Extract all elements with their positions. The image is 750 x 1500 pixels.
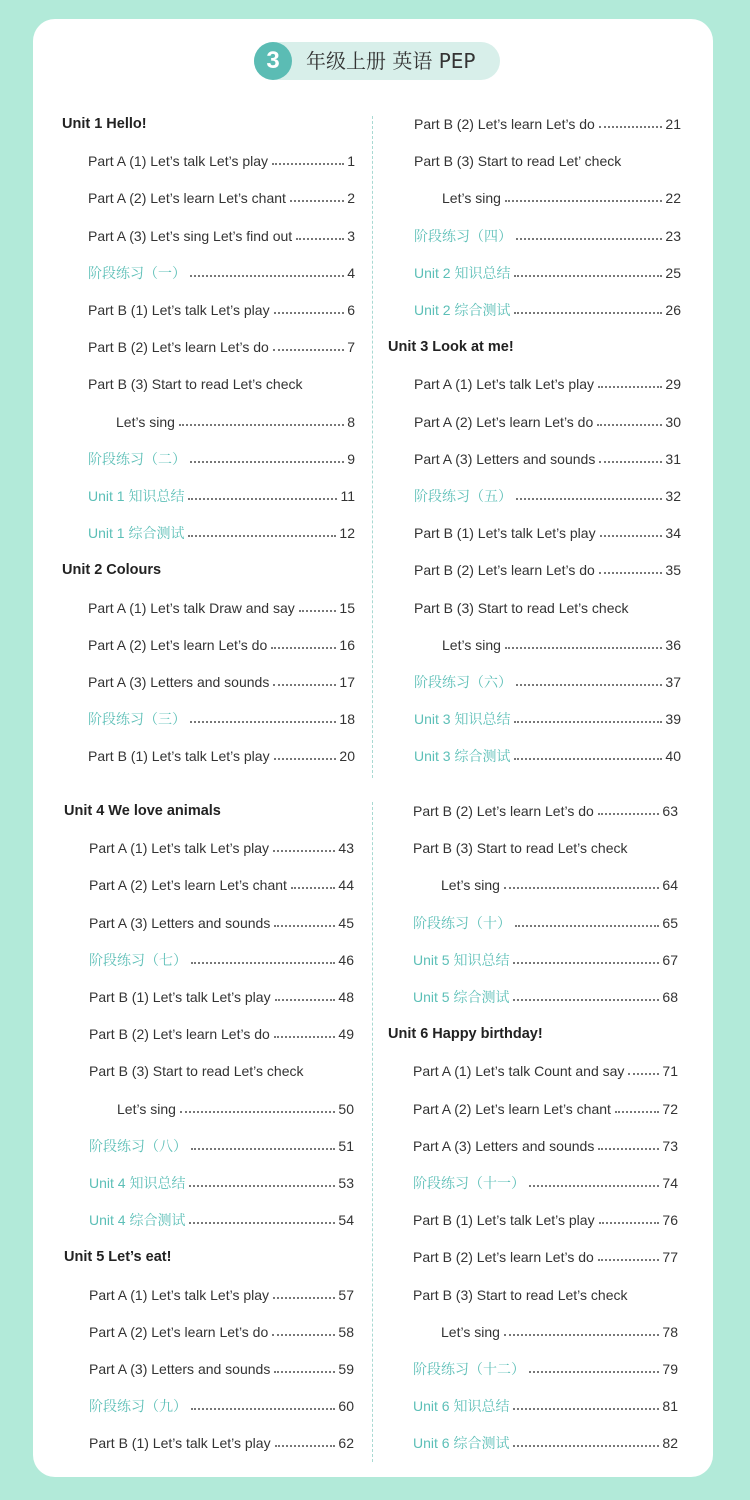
- page-number: 49: [338, 1026, 354, 1043]
- toc-entry: [117, 1099, 354, 1119]
- entry-title: Part A (3) Letters and sounds: [88, 674, 270, 690]
- toc-entry: [414, 151, 621, 171]
- toc-entry: [414, 598, 629, 618]
- entry-title: Part B (3) Start to read Let’s check: [414, 599, 629, 616]
- page-number: 2: [347, 190, 355, 207]
- page-number: 22: [665, 190, 681, 207]
- toc-entry: [414, 374, 681, 394]
- grade-badge: 3: [254, 42, 292, 80]
- entry-title: Part B (3) Start to read Let’s check: [89, 1063, 304, 1080]
- dot-leader: [599, 461, 662, 463]
- toc-entry: [88, 374, 303, 394]
- toc-entry: [414, 523, 681, 543]
- dot-leader: [189, 1185, 335, 1187]
- toc-entry: [88, 337, 355, 357]
- entry-title: Part A (1) Let’s talk Let’s play: [414, 376, 595, 393]
- entry-title: Part A (3) Letters and sounds: [414, 450, 596, 467]
- dot-leader: [296, 238, 344, 240]
- dot-leader: [274, 312, 345, 314]
- toc-entry: [88, 449, 355, 469]
- page-number: 72: [662, 1100, 678, 1117]
- dot-leader: [191, 962, 335, 964]
- dot-leader: [273, 349, 344, 351]
- toc-entry: [413, 838, 628, 858]
- entry-title: Part B (3) Start to read Let’ check: [414, 153, 622, 170]
- dot-leader: [273, 1297, 335, 1299]
- entry-title: Part B (1) Let’s talk Let’s play: [89, 1435, 271, 1452]
- page-number: 37: [665, 674, 681, 690]
- dot-leader: [188, 535, 336, 537]
- page-number: 17: [339, 674, 355, 690]
- page-number: 29: [665, 376, 681, 393]
- toc-entry: [89, 1173, 354, 1193]
- dot-leader: [514, 275, 662, 277]
- unit-heading: [388, 337, 514, 357]
- entry-title: Part A (1) Let’s talk Let’s play: [89, 1286, 270, 1303]
- toc-entry: [413, 913, 678, 933]
- page-number: 26: [665, 302, 681, 318]
- page-number: 30: [665, 413, 681, 430]
- dot-leader: [513, 999, 659, 1001]
- toc-entry: [413, 1136, 678, 1156]
- toc-entry: [89, 1396, 354, 1416]
- toc-entry: [88, 746, 355, 766]
- toc-entry: [88, 486, 355, 506]
- dot-leader: [274, 1036, 336, 1038]
- page-number: 39: [665, 711, 681, 728]
- page-number: 4: [347, 264, 355, 281]
- entry-title: Unit 1 Hello!: [62, 116, 147, 132]
- page-number: 68: [662, 989, 678, 1005]
- entry-title: Part B (3) Start to read Let’s check: [413, 1286, 628, 1303]
- toc-entry: [89, 913, 354, 933]
- entry-title: Part B (3) Start to read Let’s check: [88, 376, 303, 393]
- entry-title: Unit 4 We love animals: [64, 803, 221, 819]
- entry-title: Let’s sing: [442, 636, 501, 653]
- entry-title: Unit 6 知识总结: [413, 1398, 510, 1415]
- toc-entry: [89, 838, 354, 858]
- page-number: 53: [338, 1175, 354, 1191]
- toc-entry: [414, 449, 681, 469]
- toc-entry: [441, 875, 678, 895]
- dot-leader: [179, 424, 344, 426]
- page-number: 18: [339, 711, 355, 728]
- entry-title: Unit 5 知识总结: [413, 951, 510, 968]
- page-number: 64: [662, 877, 678, 894]
- entry-title: Part B (1) Let’s talk Let’s play: [414, 525, 596, 542]
- entry-title: Part A (3) Let’s sing Let’s find out: [88, 227, 293, 244]
- page-number: 45: [338, 914, 354, 931]
- dot-leader: [513, 962, 659, 964]
- toc-entry: [414, 300, 681, 320]
- entry-title: Let’s sing: [442, 190, 501, 207]
- toc-entry: [89, 1285, 354, 1305]
- dot-leader: [599, 572, 663, 574]
- page-number: 32: [665, 488, 681, 504]
- entry-title: 阶段练习（八）: [89, 1137, 187, 1154]
- page-number: 77: [662, 1249, 678, 1266]
- dot-leader: [275, 999, 336, 1001]
- entry-title: Part A (3) Letters and sounds: [89, 914, 271, 931]
- page-number: 74: [662, 1175, 678, 1191]
- dot-leader: [505, 200, 663, 202]
- toc-entry: [89, 1210, 354, 1230]
- dot-leader: [189, 1222, 335, 1224]
- dot-leader: [599, 1222, 660, 1224]
- entry-title: Part B (2) Let’s learn Let’s do: [413, 1249, 594, 1266]
- toc-entry: [442, 188, 681, 208]
- entry-title: 阶段练习（十二）: [413, 1361, 525, 1377]
- page-number: 34: [665, 525, 681, 542]
- toc-entry: [414, 114, 681, 134]
- dot-leader: [516, 498, 662, 500]
- entry-title: 阶段练习（三）: [88, 711, 186, 728]
- entry-title: Let’s sing: [116, 413, 175, 430]
- dot-leader: [191, 1148, 335, 1150]
- toc-entry: [413, 1396, 678, 1416]
- entry-title: 阶段练习（七）: [89, 951, 187, 968]
- page-number: 12: [339, 525, 355, 542]
- entry-title: Part B (3) Start to read Let’s check: [413, 840, 628, 857]
- page-number: 58: [338, 1323, 354, 1340]
- toc-entry: [414, 746, 681, 766]
- toc-entry: [413, 1247, 678, 1267]
- entry-title: Part B (1) Let’s talk Let’s play: [413, 1212, 595, 1229]
- dot-leader: [505, 647, 663, 649]
- page-number: 51: [338, 1137, 354, 1154]
- toc-entry: [414, 226, 681, 246]
- toc-entry: [442, 635, 681, 655]
- page-number: 20: [339, 748, 355, 765]
- dot-leader: [273, 684, 336, 686]
- entry-title: Unit 2 知识总结: [414, 264, 511, 281]
- toc-entry: [89, 1024, 354, 1044]
- page-number: 11: [340, 488, 355, 504]
- dot-leader: [513, 1408, 659, 1410]
- dot-leader: [598, 1259, 660, 1261]
- entry-title: Unit 3 知识总结: [414, 711, 511, 728]
- page-number: 67: [662, 951, 678, 968]
- dot-leader: [513, 1445, 659, 1447]
- toc-entry: [88, 226, 355, 246]
- page-number: 35: [665, 562, 681, 579]
- page-number: 40: [665, 748, 681, 765]
- page-number: 65: [662, 914, 678, 931]
- dot-leader: [516, 684, 662, 686]
- dot-leader: [291, 887, 335, 889]
- entry-title: Part B (1) Let’s talk Let’s play: [88, 302, 270, 318]
- page-number: 79: [662, 1361, 678, 1377]
- toc-entry: [413, 1285, 628, 1305]
- entry-title: Part A (2) Let’s learn Let’s chant: [413, 1100, 611, 1117]
- dot-leader: [514, 721, 662, 723]
- toc-entry: [89, 1433, 354, 1453]
- toc-entry: [88, 151, 355, 171]
- toc-entry: [89, 1322, 354, 1342]
- entry-title: 阶段练习（二）: [88, 450, 186, 467]
- dot-leader: [628, 1073, 659, 1075]
- unit-heading: [62, 560, 161, 580]
- page-number: 62: [338, 1435, 354, 1452]
- toc-entry: [414, 486, 681, 506]
- dot-leader: [514, 312, 662, 314]
- entry-title: 阶段练习（四）: [414, 227, 512, 244]
- toc-entry: [89, 1061, 304, 1081]
- entry-title: Part A (1) Let’s talk Count and say: [413, 1063, 625, 1080]
- page-number: 82: [662, 1435, 678, 1452]
- toc-entry: [414, 560, 681, 580]
- entry-title: Part B (2) Let’s learn Let’s do: [89, 1026, 270, 1043]
- dot-leader: [299, 610, 337, 612]
- toc-entry: [116, 412, 355, 432]
- dot-leader: [615, 1111, 659, 1113]
- page-number: 59: [338, 1361, 354, 1377]
- entry-title: Unit 2 Colours: [62, 562, 162, 579]
- dot-leader: [598, 1148, 659, 1150]
- entry-title: Part B (1) Let’s talk Let’s play: [89, 989, 271, 1005]
- toc-entry: [88, 188, 355, 208]
- toc-entry: [89, 987, 354, 1007]
- dot-leader: [190, 275, 344, 277]
- dot-leader: [188, 498, 337, 500]
- toc-entry: [88, 523, 355, 543]
- entry-title: Part A (1) Let’s talk Draw and say: [88, 599, 295, 616]
- toc-entry: [413, 1359, 678, 1379]
- toc-entry: [413, 950, 678, 970]
- entry-title: Unit 4 综合测试: [89, 1212, 186, 1229]
- entry-title: Unit 2 综合测试: [414, 302, 511, 318]
- entry-title: Unit 5 Let’s eat!: [64, 1249, 172, 1266]
- entry-title: Part B (2) Let’s learn Let’s do: [88, 339, 269, 356]
- dot-leader: [504, 887, 660, 889]
- page-number: 78: [662, 1323, 678, 1340]
- entry-title: 阶段练习（五）: [414, 488, 512, 504]
- entry-title: Unit 4 知识总结: [89, 1175, 186, 1191]
- page-number: 31: [665, 450, 681, 467]
- page-number: 15: [339, 599, 355, 616]
- dot-leader: [191, 1408, 335, 1410]
- dot-leader: [180, 1111, 336, 1113]
- dot-leader: [275, 1445, 336, 1447]
- unit-heading: [64, 1247, 171, 1267]
- page-number: 21: [665, 116, 681, 132]
- page-number: 48: [338, 989, 354, 1005]
- page-number: 54: [338, 1212, 354, 1229]
- entry-title: Unit 3 Look at me!: [388, 339, 514, 356]
- entry-title: Unit 1 综合测试: [88, 525, 185, 542]
- dot-leader: [515, 925, 659, 927]
- toc-entry: [89, 1359, 354, 1379]
- toc-entry: [88, 709, 355, 729]
- column-divider-bottom: [372, 802, 373, 1462]
- toc-entry: [88, 635, 355, 655]
- page-number: 25: [665, 264, 681, 281]
- entry-title: Part A (2) Let’s learn Let’s do: [414, 413, 594, 430]
- entry-title: Unit 6 综合测试: [413, 1435, 510, 1452]
- dot-leader: [271, 647, 336, 649]
- toc-entry: [414, 263, 681, 283]
- dot-leader: [529, 1371, 659, 1373]
- page-number: 7: [347, 339, 355, 356]
- entry-title: Part A (2) Let’s learn Let’s do: [89, 1323, 269, 1340]
- entry-title: 阶段练习（十一）: [413, 1175, 525, 1191]
- toc-entry: [413, 987, 678, 1007]
- entry-title: Let’s sing: [117, 1100, 176, 1117]
- page-number: 8: [347, 413, 355, 430]
- dot-leader: [272, 163, 344, 165]
- entry-title: 阶段练习（九）: [89, 1398, 187, 1415]
- entry-title: Unit 3 综合测试: [414, 748, 511, 765]
- page-number: 76: [662, 1212, 678, 1229]
- toc-entry: [413, 1173, 678, 1193]
- entry-title: Part A (3) Letters and sounds: [413, 1137, 595, 1154]
- dot-leader: [504, 1334, 660, 1336]
- entry-title: Unit 5 综合测试: [413, 989, 510, 1005]
- toc-entry: [88, 598, 355, 618]
- page-number: 36: [665, 636, 681, 653]
- entry-title: Part A (2) Let’s learn Let’s chant: [89, 877, 287, 894]
- toc-entry: [413, 1210, 678, 1230]
- page-number: 81: [662, 1398, 678, 1415]
- entry-title: Part A (2) Let’s learn Let’s chant: [88, 190, 286, 207]
- entry-title: Let’s sing: [441, 877, 500, 894]
- toc-entry: [413, 1433, 678, 1453]
- dot-leader: [529, 1185, 659, 1187]
- dot-leader: [600, 535, 663, 537]
- page-number: 46: [338, 951, 354, 968]
- dot-leader: [598, 386, 662, 388]
- toc-entry: [414, 412, 681, 432]
- entry-title: Part A (1) Let’s talk Let’s play: [88, 153, 269, 170]
- entry-title: Part A (2) Let’s learn Let’s do: [88, 636, 268, 653]
- entry-title: Part B (2) Let’s learn Let’s do: [414, 116, 595, 132]
- unit-heading: [62, 114, 147, 134]
- entry-title: 阶段练习（六）: [414, 674, 512, 690]
- dot-leader: [274, 925, 335, 927]
- page-number: 43: [338, 840, 354, 857]
- page-number: 1: [347, 153, 355, 170]
- entry-title: Part B (1) Let’s talk Let’s play: [88, 748, 270, 765]
- page-number: 6: [347, 302, 355, 318]
- page-number: 63: [662, 803, 678, 819]
- entry-title: 阶段练习（十）: [413, 914, 511, 931]
- page-number: 60: [338, 1398, 354, 1415]
- page-number: 9: [347, 450, 355, 467]
- toc-entry: [88, 263, 355, 283]
- toc-entry: [89, 950, 354, 970]
- toc-entry: [414, 672, 681, 692]
- dot-leader: [272, 1334, 335, 1336]
- entry-title: Part A (3) Letters and sounds: [89, 1361, 271, 1377]
- dot-leader: [516, 238, 662, 240]
- toc-entry: [88, 672, 355, 692]
- toc-entry: [413, 801, 678, 821]
- page-number: 57: [338, 1286, 354, 1303]
- toc-entry: [441, 1322, 678, 1342]
- dot-leader: [274, 1371, 335, 1373]
- dot-leader: [598, 813, 660, 815]
- entry-title: Unit 6 Happy birthday!: [388, 1026, 543, 1043]
- dot-leader: [597, 424, 662, 426]
- dot-leader: [190, 721, 336, 723]
- page-number: 73: [662, 1137, 678, 1154]
- dot-leader: [274, 758, 337, 760]
- column-divider-top: [372, 116, 373, 778]
- entry-title: Part A (1) Let’s talk Let’s play: [89, 840, 270, 857]
- toc-entry: [88, 300, 355, 320]
- page-number: 3: [347, 227, 355, 244]
- page-number: 50: [338, 1100, 354, 1117]
- entry-title: Part B (2) Let’s learn Let’s do: [413, 803, 594, 819]
- entry-title: Unit 1 知识总结: [88, 488, 185, 504]
- entry-title: Let’s sing: [441, 1323, 500, 1340]
- dot-leader: [190, 461, 344, 463]
- dot-leader: [514, 758, 662, 760]
- toc-entry: [89, 1136, 354, 1156]
- entry-title: 阶段练习（一）: [88, 264, 186, 281]
- toc-entry: [89, 875, 354, 895]
- toc-entry: [414, 709, 681, 729]
- dot-leader: [599, 126, 663, 128]
- page-number: 16: [339, 636, 355, 653]
- toc-entry: [413, 1061, 678, 1081]
- page-number: 44: [338, 877, 354, 894]
- page-number: 71: [662, 1063, 678, 1080]
- dot-leader: [290, 200, 344, 202]
- dot-leader: [273, 850, 335, 852]
- toc-entry: [413, 1099, 678, 1119]
- entry-title: Part B (2) Let’s learn Let’s do: [414, 562, 595, 579]
- page-number: 23: [665, 227, 681, 244]
- unit-heading: [388, 1024, 543, 1044]
- unit-heading: [64, 801, 221, 821]
- page-title: 年级上册 英语 PEP: [306, 49, 476, 73]
